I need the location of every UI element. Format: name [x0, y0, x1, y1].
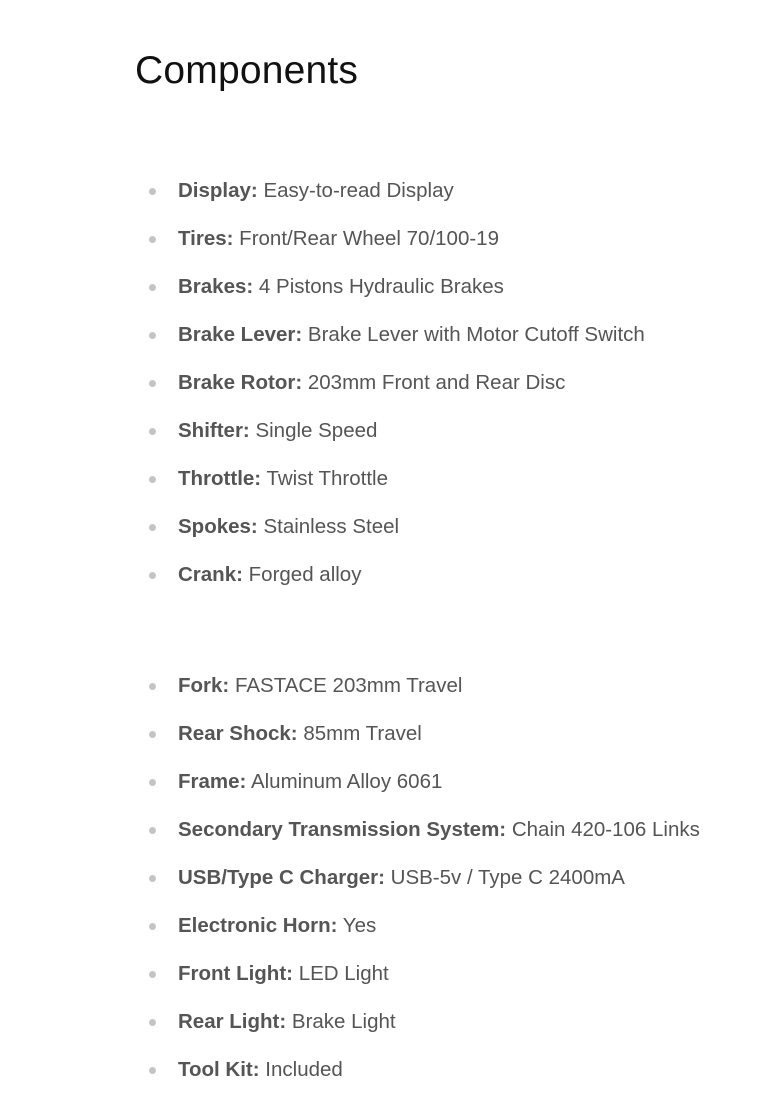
- spec-label: Shifter:: [178, 419, 250, 442]
- bullet-icon: [149, 683, 156, 690]
- list-item: [0, 551, 762, 599]
- spec-label: Rear Light:: [178, 1010, 287, 1033]
- spec-label: Frame:: [178, 770, 247, 793]
- bullet-icon: [149, 476, 156, 483]
- spec-value: Stainless Steel: [263, 515, 400, 538]
- list-item: [0, 455, 762, 503]
- spec-label: Spokes:: [178, 515, 258, 538]
- list-item: [0, 263, 762, 311]
- bullet-icon: [149, 236, 156, 243]
- spec-value: 85mm Travel: [303, 722, 422, 745]
- spec-label: Electronic Horn:: [178, 914, 338, 937]
- spec-value: FASTACE 203mm Travel: [234, 674, 463, 697]
- spec-value: Brake Light: [291, 1010, 396, 1033]
- list-item: [0, 503, 762, 551]
- spec-value: Chain 420-106 Links: [511, 818, 700, 841]
- spec-label: Fork:: [178, 674, 230, 697]
- list-item: [0, 662, 762, 710]
- spec-value: USB-5v / Type C 2400mA: [390, 866, 625, 889]
- bullet-icon: [149, 524, 156, 531]
- spec-label: Brake Lever:: [178, 323, 303, 346]
- bullet-icon: [149, 1019, 156, 1026]
- list-item: [0, 854, 762, 902]
- page-title: Components: [135, 49, 359, 92]
- list-item: [0, 806, 762, 854]
- spec-label: Rear Shock:: [178, 722, 298, 745]
- bullet-icon: [149, 779, 156, 786]
- spec-label: Crank:: [178, 563, 243, 586]
- list-item: [0, 758, 762, 806]
- list-item: [0, 710, 762, 758]
- spec-value: Yes: [342, 914, 377, 937]
- bullet-icon: [149, 731, 156, 738]
- spec-label: Tool Kit:: [178, 1058, 260, 1081]
- bullet-icon: [149, 332, 156, 339]
- spec-value: 4 Pistons Hydraulic Brakes: [258, 275, 504, 298]
- spec-value: 203mm Front and Rear Disc: [307, 371, 566, 394]
- components-list-2: [0, 662, 762, 1094]
- bullet-icon: [149, 380, 156, 387]
- bullet-icon: [149, 428, 156, 435]
- bullet-icon: [149, 971, 156, 978]
- bullet-icon: [149, 1067, 156, 1074]
- list-item: [0, 359, 762, 407]
- bullet-icon: [149, 875, 156, 882]
- list-item: [0, 167, 762, 215]
- list-item: [0, 1046, 762, 1094]
- spec-label: Brakes:: [178, 275, 254, 298]
- list-item: [0, 215, 762, 263]
- list-item: [0, 407, 762, 455]
- spec-value: Twist Throttle: [266, 467, 388, 490]
- spec-label: Tires:: [178, 227, 234, 250]
- spec-value: Easy-to-read Display: [263, 179, 454, 202]
- spec-value: Aluminum Alloy 6061: [250, 770, 443, 793]
- list-item: [0, 311, 762, 359]
- spec-label: Secondary Transmission System:: [178, 818, 507, 841]
- spec-label: Display:: [178, 179, 258, 202]
- spec-label: Brake Rotor:: [178, 371, 303, 394]
- spec-value: Single Speed: [255, 419, 378, 442]
- spec-value: Forged alloy: [248, 563, 362, 586]
- spec-value: Front/Rear Wheel 70/100-19: [239, 227, 499, 250]
- spec-value: LED Light: [298, 962, 389, 985]
- spec-value: Brake Lever with Motor Cutoff Switch: [307, 323, 645, 346]
- bullet-icon: [149, 284, 156, 291]
- spec-label: Front Light:: [178, 962, 293, 985]
- bullet-icon: [149, 188, 156, 195]
- spec-label: Throttle:: [178, 467, 262, 490]
- list-item: [0, 950, 762, 998]
- spec-value: Included: [265, 1058, 343, 1081]
- list-item: [0, 902, 762, 950]
- bullet-icon: [149, 827, 156, 834]
- bullet-icon: [149, 572, 156, 579]
- list-item: [0, 998, 762, 1046]
- components-list-1: [0, 167, 762, 599]
- bullet-icon: [149, 923, 156, 930]
- spec-label: USB/Type C Charger:: [178, 866, 385, 889]
